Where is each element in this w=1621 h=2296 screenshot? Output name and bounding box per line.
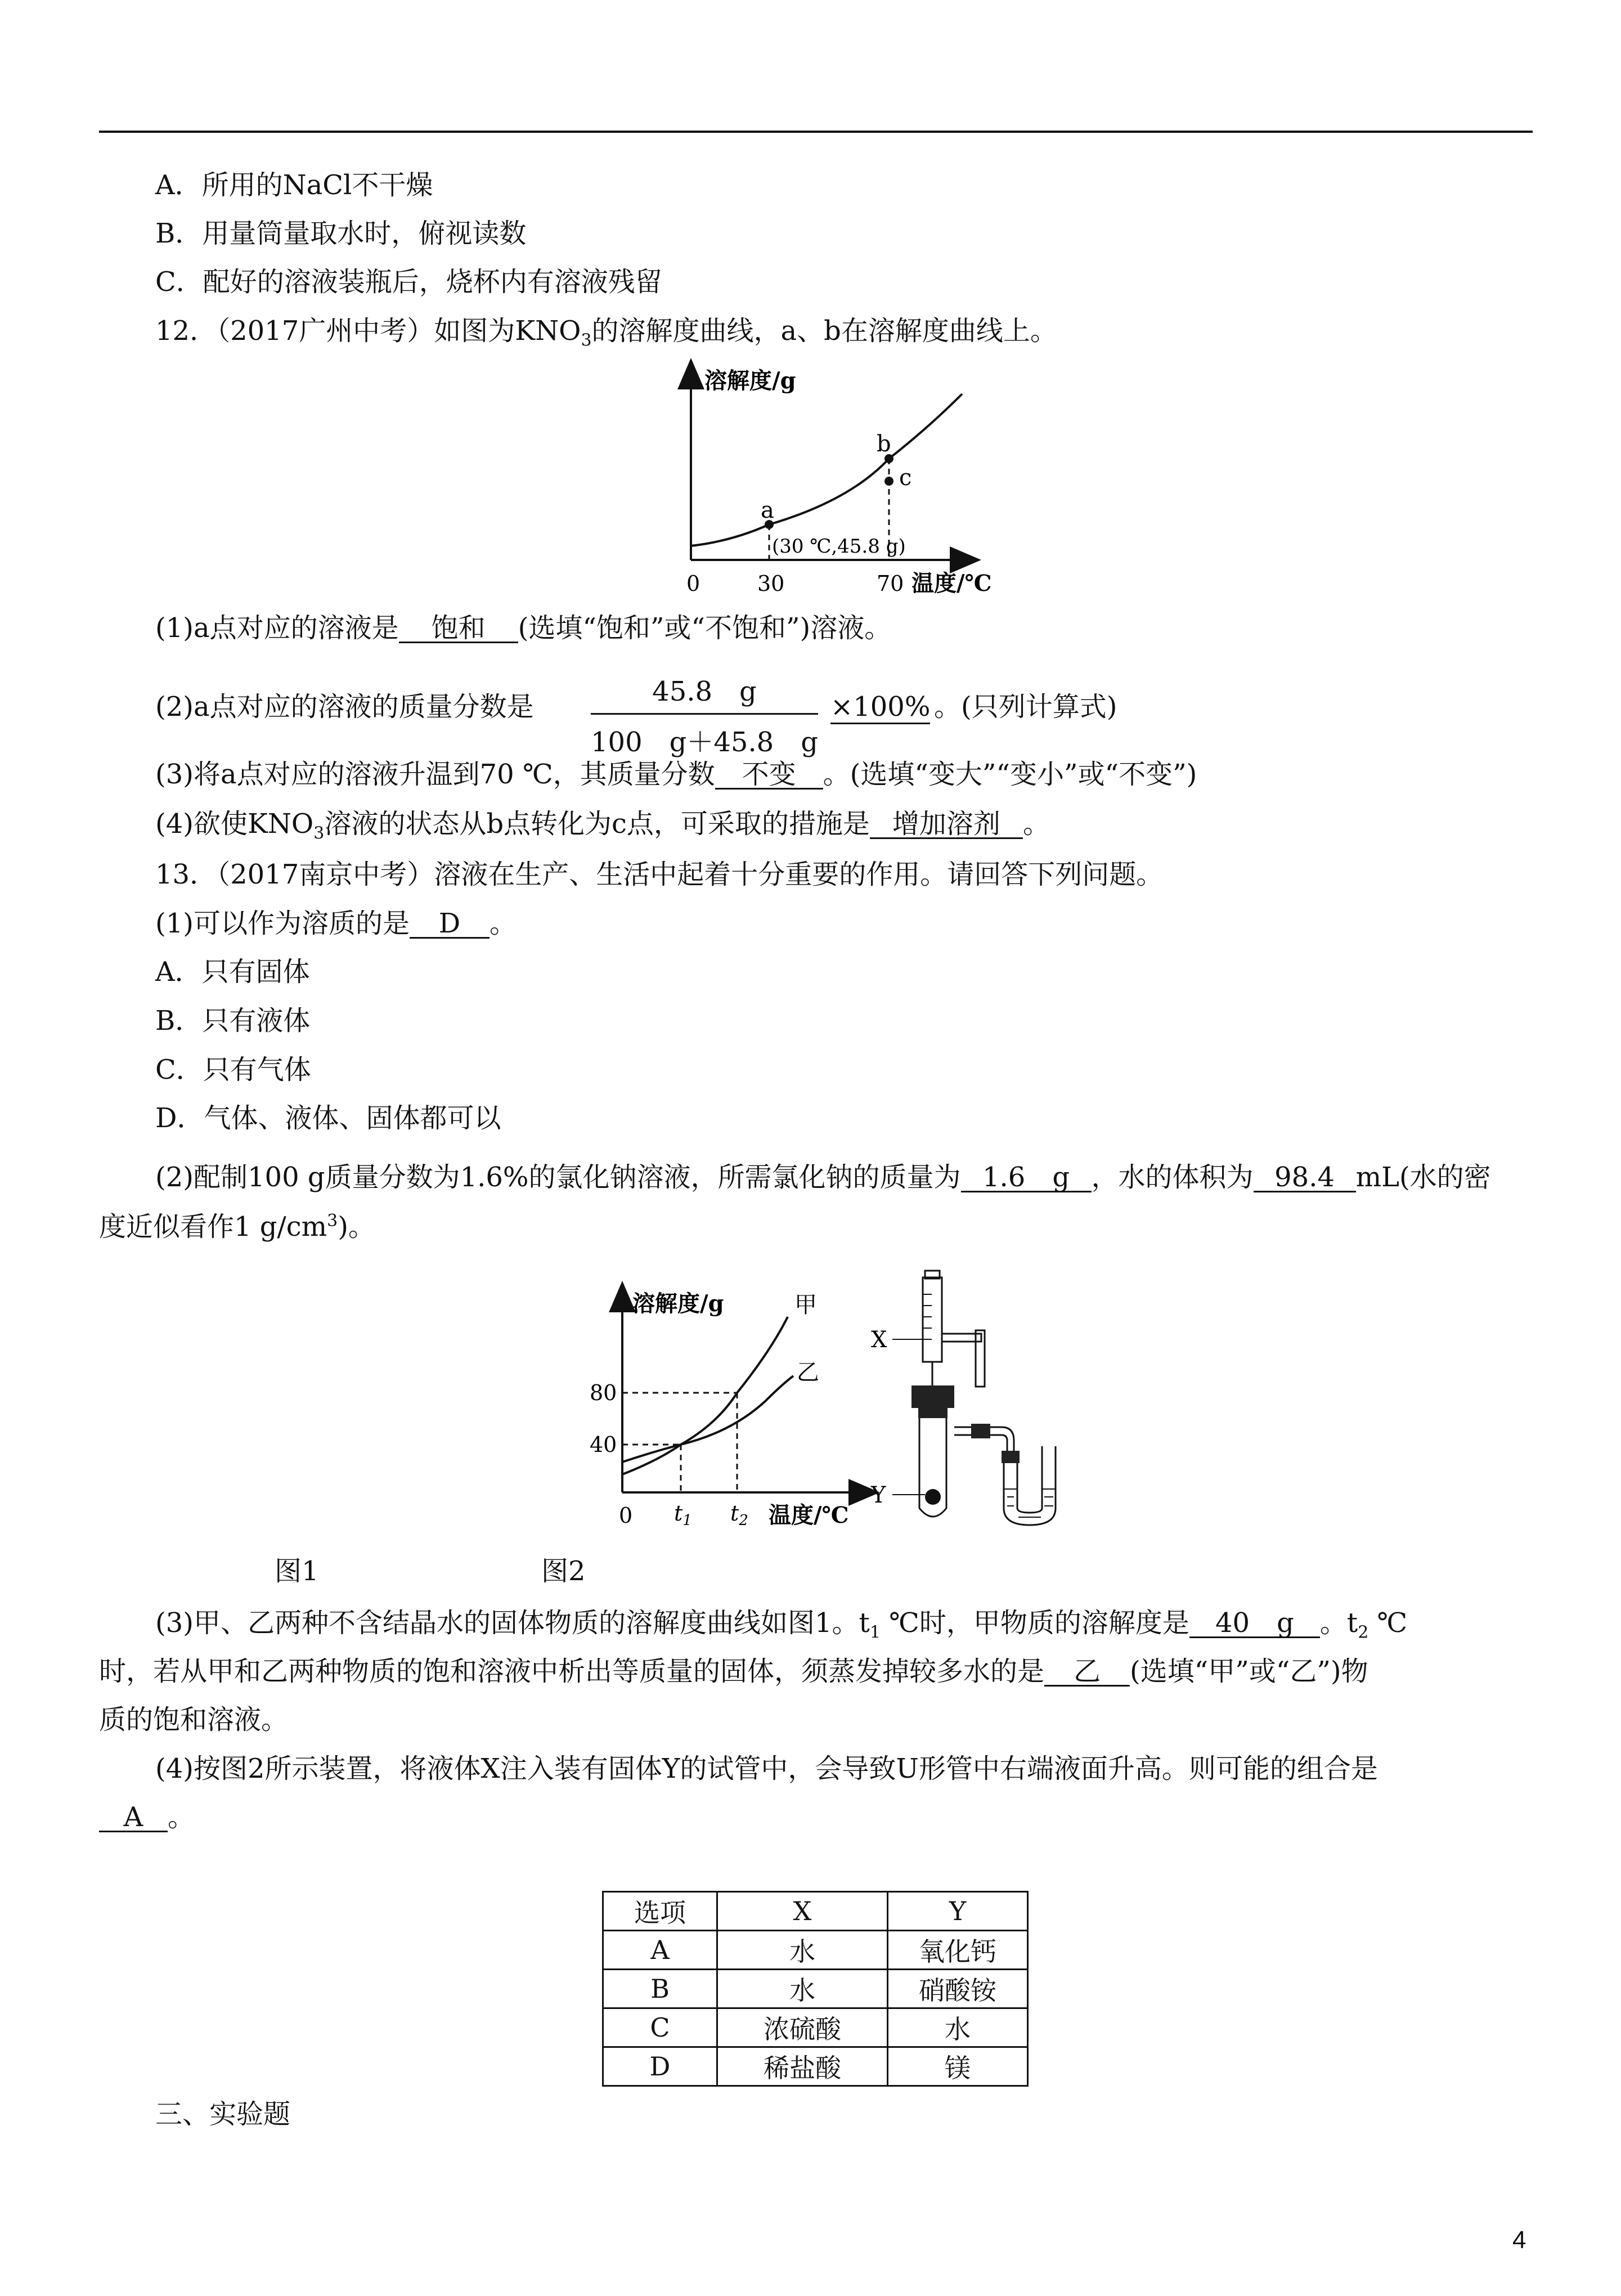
q13-p1-prefix: (1)可以作为溶质的是 (155, 908, 410, 939)
q12-stem-prefix: 12．（2017广州中考）如图为KNO (155, 315, 581, 347)
q13-option-c: C．只有气体 (155, 1054, 311, 1086)
q12-fraction (591, 670, 818, 759)
q12-stem-suffix: 的溶解度曲线，a、b在溶解度曲线上。 (591, 315, 1057, 347)
table-cell: C (603, 2008, 717, 2047)
solubility-curve (691, 394, 962, 546)
q13-p1-answer: D (410, 910, 490, 939)
xtick-30: 30 (757, 571, 785, 596)
fig1-ytick-80: 80 (590, 1380, 617, 1405)
q13-p3-mid: ℃时，甲物质的溶解度是 (880, 1607, 1189, 1639)
table-row (603, 1931, 1028, 1970)
q13-p3-prefix: (3)甲、乙两种不含结晶水的固体物质的溶解度曲线如图1。t (155, 1607, 870, 1639)
q13-stem: 13．（2017南京中考）溶液在生产、生活中起着十分重要的作用。请回答下列问题。 (155, 859, 1164, 890)
fraction-numerator: 45.8 g (652, 676, 757, 707)
q13-p3-sub1: 1 (869, 1622, 881, 1643)
q13-p3-l2-suffix: (选填“甲”或“乙”)物 (1130, 1656, 1368, 1687)
point-c (884, 477, 893, 486)
label-a: a (761, 497, 774, 523)
fig1-origin: 0 (619, 1503, 633, 1528)
table-row (603, 2008, 1028, 2047)
q13-part1 (155, 910, 517, 939)
q12-part2-prefix: (2)a点对应的溶液的质量分数是 (155, 691, 534, 723)
q13-option-d: D．气体、液体、固体都可以 (155, 1102, 501, 1134)
q12-p4-suffix: 。 (1022, 808, 1050, 840)
table-cell: D (603, 2047, 717, 2086)
fig1-x-label: 温度/℃ (769, 1502, 849, 1528)
q13-p2-answer1: 1.6 g (961, 1164, 1092, 1192)
fig1-series-yi: 乙 (797, 1360, 819, 1385)
q13-option-b: B．只有液体 (155, 1005, 311, 1037)
fig1-t2: $t_2$ (730, 1501, 748, 1529)
q12-part4 (155, 810, 1050, 842)
curve-jia (622, 1317, 788, 1474)
figure2-caption: 图2 (541, 1555, 586, 1587)
q13-p2-answer2: 98.4 (1254, 1164, 1356, 1192)
kno3-solubility-chart (664, 360, 992, 602)
fig1-series-jia: 甲 (794, 1292, 817, 1318)
table-cell: A (603, 1931, 717, 1970)
q13-part3-line2 (99, 1658, 1368, 1687)
section-3-heading: 三、实验题 (155, 2098, 291, 2130)
q13-p3-mid2: 。t (1319, 1607, 1358, 1639)
table-cell: 水 (717, 1970, 888, 2008)
q13-p2-suffix: mL(水的密 (1355, 1162, 1491, 1193)
figure1-solubility-chart (585, 1283, 878, 1531)
q13-part3-line3: 质的饱和溶液。 (99, 1704, 289, 1736)
q13-p1-suffix: 。 (490, 908, 517, 939)
page-number: 4 (1512, 2226, 1526, 2254)
q12-part2-suffix: 。(只列计算式) (934, 691, 1117, 723)
q12-p4-prefix: (4)欲使KNO (155, 808, 314, 840)
table-row (603, 2047, 1028, 2086)
fig2-label-x: X (871, 1327, 887, 1353)
q12-p3-suffix: 。(选填“变大”“变小”或“不变”) (823, 759, 1197, 790)
q12-p3-answer: 不变 (715, 761, 823, 790)
q13-p2-line2-prefix: 度近似看作1 g/cm (99, 1211, 327, 1243)
q12-p1-answer: 饱和 (399, 615, 518, 643)
q13-p3-l2-prefix: 时，若从甲和乙两种物质的饱和溶液中析出等质量的固体，须蒸发掉较多水的是 (99, 1656, 1045, 1687)
q13-p2-mid: ，水的体积为 (1091, 1162, 1254, 1193)
curve-yi (622, 1376, 793, 1462)
fig1-t1: $t_1$ (674, 1501, 692, 1529)
table-header-row (603, 1892, 1028, 1931)
xtick-70: 70 (877, 571, 904, 596)
q12-part2-times: ×100% (830, 693, 930, 724)
label-c: c (899, 465, 912, 491)
table-cell: B (603, 1970, 717, 2008)
x-axis-label: 温度/℃ (911, 570, 992, 597)
q12-p4-mid: 溶液的状态从b点转化为c点，可采取的措施是 (324, 808, 870, 840)
q13-p2-line2-suffix: )。 (338, 1211, 375, 1243)
annotation-a: (30 ℃,45.8 g) (772, 535, 906, 558)
header-rule (99, 131, 1533, 133)
q12-p4-answer: 增加溶剂 (870, 810, 1023, 839)
table-cell: 水 (888, 2008, 1028, 2047)
fig2-label-y: Y (871, 1482, 886, 1508)
q11-option-b: B．用量筒量取水时，俯视读数 (155, 218, 527, 249)
q13-part4-line1: (4)按图2所示装置，将液体X注入装有固体Y的试管中，会导致U形管中右端液面升高。则可能的组合是 (155, 1753, 1378, 1784)
table-cell: 水 (717, 1931, 888, 1970)
table-row (603, 1970, 1028, 2008)
q13-p3-answer1: 40 g (1189, 1609, 1320, 1638)
q12-stem (155, 317, 1057, 349)
q13-p3-sub2: 2 (1358, 1622, 1369, 1643)
table-cell: 浓硫酸 (717, 2008, 888, 2047)
fig1-ytick-40: 40 (590, 1432, 617, 1457)
table-header-cell: 选项 (603, 1892, 717, 1931)
rubber-stopper (911, 1385, 954, 1408)
q13-p3-answer2: 乙 (1044, 1658, 1130, 1687)
q12-p1-prefix: (1)a点对应的溶液是 (155, 612, 399, 644)
q13-p3-suffix: ℃ (1368, 1607, 1408, 1639)
q12-part1 (155, 612, 892, 644)
table-cell: 氧化钙 (888, 1931, 1028, 1970)
fraction-denominator: 100 g＋45.8 g (591, 727, 818, 758)
q11-option-a: A．所用的NaCl不干燥 (155, 169, 433, 201)
q13-p2-prefix: (2)配制100 g质量分数为1.6%的氯化钠溶液，所需氯化钠的质量为 (155, 1162, 961, 1193)
y-axis-label: 溶解度/g (704, 367, 796, 394)
q12-p4-sub: 3 (313, 823, 325, 844)
origin-label: 0 (686, 571, 701, 596)
q12-p3-prefix: (3)将a点对应的溶液升温到70 ℃，其质量分数 (155, 759, 715, 790)
q13-part2 (155, 1164, 1491, 1192)
table-cell: 镁 (888, 2047, 1028, 2086)
figure1-caption: 图1 (275, 1555, 319, 1587)
figure2-apparatus (866, 1261, 1108, 1531)
table-header-cell: Y (888, 1892, 1028, 1931)
q11-option-c: C．配好的溶液装瓶后，烧杯内有溶液残留 (155, 266, 662, 298)
q13-part2-line2 (99, 1211, 375, 1243)
table-cell: 稀盐酸 (717, 2047, 888, 2086)
solid-y (925, 1489, 941, 1505)
q13-part4-line2 (99, 1801, 195, 1833)
label-b: b (877, 431, 891, 457)
dropper-tube (923, 1277, 942, 1362)
q13-part3-line1 (155, 1609, 1407, 1642)
q13-option-a: A．只有固体 (155, 956, 310, 988)
table-cell: 硝酸铵 (888, 1970, 1028, 2008)
q13-p4-answer: A (99, 1804, 168, 1832)
q13-p2-line2-sup: 3 (327, 1211, 338, 1231)
q12-p1-suffix: (选填“饱和”或“不饱和”)溶液。 (518, 612, 892, 644)
table-header-cell: X (717, 1892, 888, 1931)
options-table (602, 1891, 1029, 2087)
fig1-y-label: 溶解度/g (632, 1290, 724, 1317)
q12-part3 (155, 761, 1197, 790)
q13-p4-suffix: 。 (168, 1801, 195, 1833)
q12-stem-sub: 3 (581, 330, 592, 351)
